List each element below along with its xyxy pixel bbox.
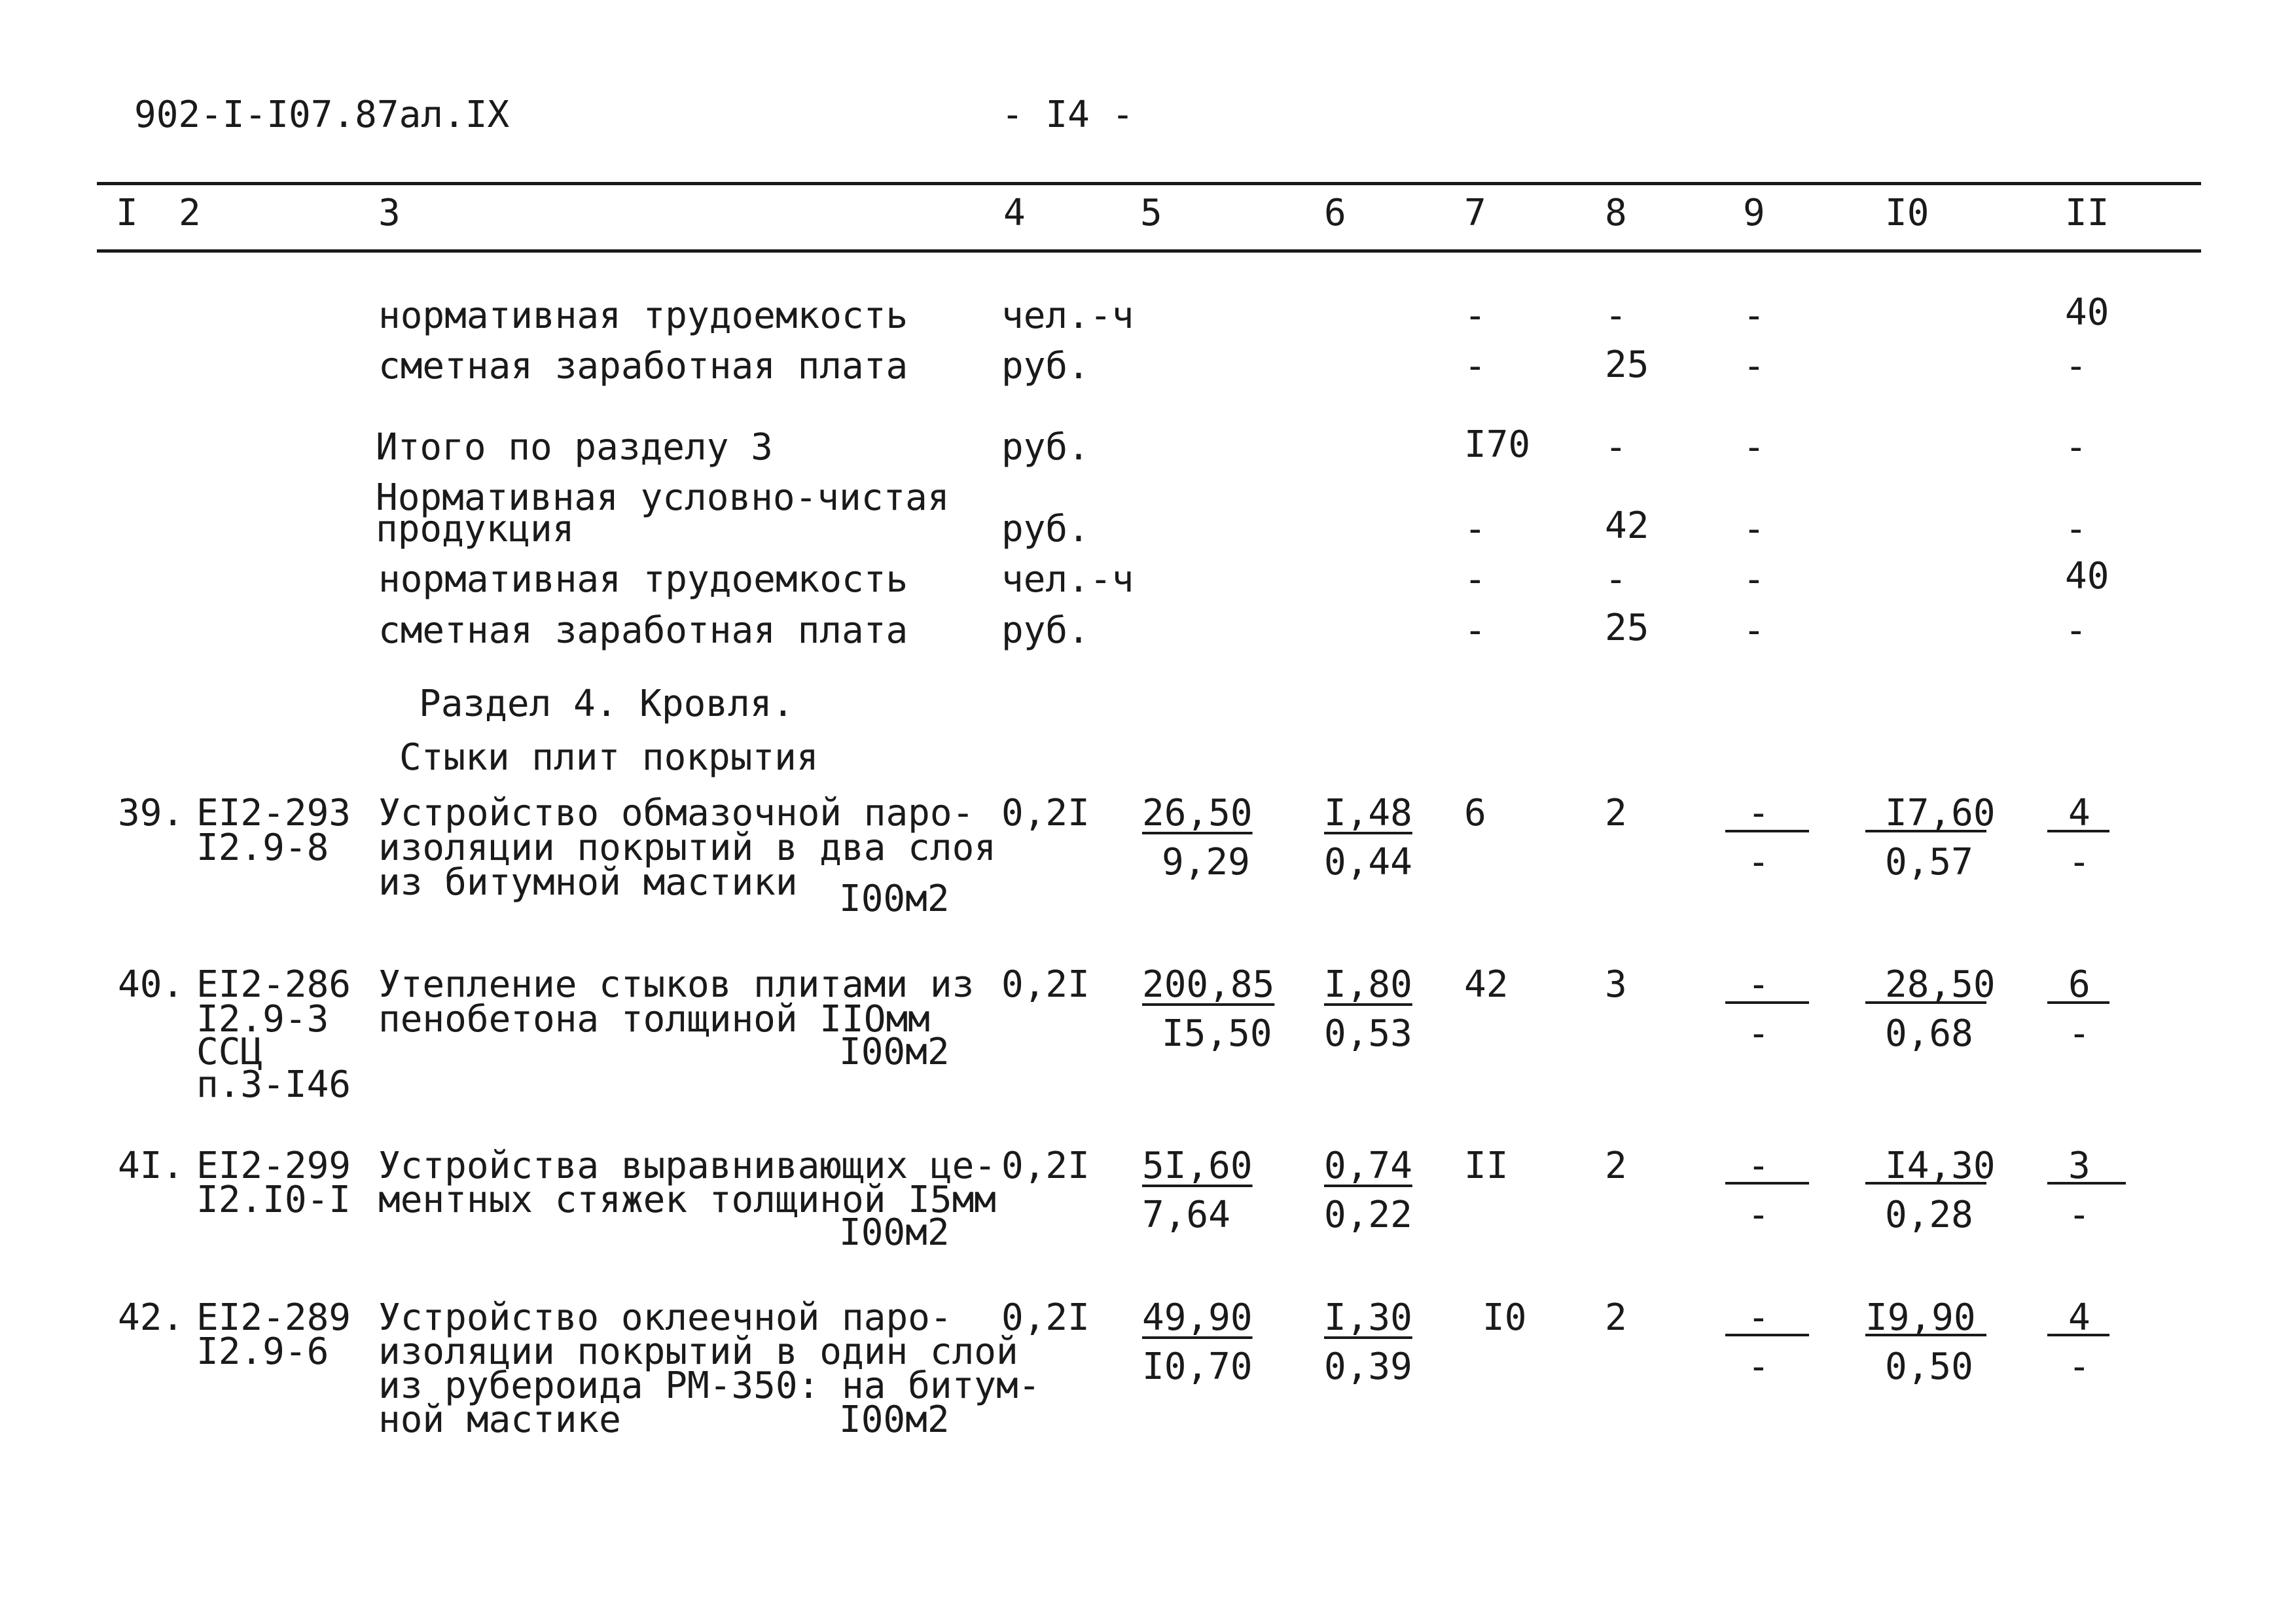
summary-name: сметная заработная плата xyxy=(378,609,908,652)
summary-col11: - xyxy=(2065,609,2087,652)
item-code: I2.9-6 xyxy=(196,1330,329,1373)
col-header: 2 xyxy=(179,192,201,234)
item-col9-bottom: - xyxy=(1748,841,1770,883)
item-code: п.3-I46 xyxy=(196,1063,351,1106)
item-col10-top: I7,60 xyxy=(1885,792,1996,834)
summary-unit: чел.-ч xyxy=(1001,294,1134,337)
summary-unit: руб. xyxy=(1001,609,1090,652)
item-desc: изоляции покрытий в два слоя xyxy=(378,827,997,869)
summary-col7: I70 xyxy=(1464,423,1531,466)
item-col11-top: 3 xyxy=(2068,1145,2090,1187)
item-col11-bottom: - xyxy=(2068,841,2090,883)
item-desc: ной мастике xyxy=(378,1399,621,1441)
item-col6-top: I,80 xyxy=(1324,963,1412,1006)
item-col11-bottom: - xyxy=(2068,1194,2090,1236)
summary-col9: - xyxy=(1743,294,1765,337)
summary-col8: - xyxy=(1605,558,1627,601)
summary-col11: - xyxy=(2065,426,2087,469)
item-col6-bottom: 0,22 xyxy=(1324,1194,1412,1236)
item-col7: 42 xyxy=(1464,963,1509,1006)
summary-col11: - xyxy=(2065,508,2087,550)
item-col9-top: - xyxy=(1748,792,1770,834)
item-col6-top: 0,74 xyxy=(1324,1145,1412,1187)
item-code: I2.I0-I xyxy=(196,1179,351,1221)
item-col10-bottom: 0,50 xyxy=(1885,1346,1973,1388)
item-col8: 2 xyxy=(1605,1145,1627,1187)
col-header: 5 xyxy=(1140,192,1162,234)
summary-name: Итого по разделу 3 xyxy=(376,426,773,469)
summary-col7: - xyxy=(1464,609,1486,652)
item-col11-top: 6 xyxy=(2068,963,2090,1006)
col-header: 6 xyxy=(1324,192,1346,234)
section-title: Раздел 4. Кровля. xyxy=(419,683,795,725)
item-qty: 0,2I xyxy=(1001,792,1090,834)
item-desc: пенобетона толщиной IIOмм xyxy=(378,998,930,1041)
item-col7: II xyxy=(1464,1145,1509,1187)
item-col6-bottom: 0,53 xyxy=(1324,1012,1412,1055)
summary-col8: 25 xyxy=(1605,344,1649,386)
col-header: I0 xyxy=(1885,192,1929,234)
summary-col7: - xyxy=(1464,345,1486,387)
col-header: II xyxy=(2065,192,2109,234)
item-number: 4I. xyxy=(118,1145,185,1187)
summary-col7: - xyxy=(1464,508,1486,550)
summary-col9: - xyxy=(1743,345,1765,387)
item-col5-top: 49,90 xyxy=(1142,1296,1253,1339)
item-qty: 0,2I xyxy=(1001,1296,1090,1339)
item-col11-top: 4 xyxy=(2068,1296,2090,1339)
item-code: I2.9-8 xyxy=(196,827,329,869)
item-col10-top: I9,90 xyxy=(1865,1296,1976,1339)
item-desc: Утепление стыков плитами из xyxy=(378,963,975,1006)
summary-unit: руб. xyxy=(1001,426,1090,469)
section-subtitle: Стыки плит покрытия xyxy=(399,736,819,779)
item-col5-top: 200,85 xyxy=(1142,963,1275,1006)
item-number: 42. xyxy=(118,1296,185,1339)
item-col7: 6 xyxy=(1464,792,1486,834)
summary-name: нормативная трудоемкость xyxy=(378,294,908,337)
item-col8: 2 xyxy=(1605,1296,1627,1339)
item-desc: из рубероида РМ-350: на битум- xyxy=(378,1364,1041,1407)
item-col8: 2 xyxy=(1605,792,1627,834)
page-number: - I4 - xyxy=(1001,94,1134,136)
item-col8: 3 xyxy=(1605,963,1627,1006)
item-col7: I0 xyxy=(1482,1296,1527,1339)
summary-col8: 42 xyxy=(1605,505,1649,547)
item-qty: 0,2I xyxy=(1001,963,1090,1006)
summary-col11: 40 xyxy=(2065,291,2109,334)
item-col5-bottom: 7,64 xyxy=(1142,1194,1230,1236)
item-qty: 0,2I xyxy=(1001,1145,1090,1187)
item-number: 39. xyxy=(118,792,185,834)
item-unit: I00м2 xyxy=(839,878,950,920)
item-unit: I00м2 xyxy=(839,1031,950,1073)
item-unit: I00м2 xyxy=(839,1399,950,1441)
summary-unit: руб. xyxy=(1001,508,1090,550)
summary-col8: 25 xyxy=(1605,607,1649,649)
item-desc: Устройство оклеечной паро- xyxy=(378,1296,952,1339)
header-top-rule xyxy=(97,182,2201,185)
item-col9-bottom: - xyxy=(1748,1194,1770,1236)
col-header: 8 xyxy=(1605,192,1627,234)
item-unit: I00м2 xyxy=(839,1211,950,1254)
item-code: EI2-293 xyxy=(196,792,351,834)
item-col9-bottom: - xyxy=(1748,1012,1770,1055)
item-code: EI2-289 xyxy=(196,1296,351,1339)
item-col5-bottom: 9,29 xyxy=(1162,841,1250,883)
item-col6-bottom: 0,39 xyxy=(1324,1346,1412,1388)
summary-col9: - xyxy=(1743,609,1765,652)
item-desc: Устройство обмазочной паро- xyxy=(378,792,975,834)
summary-unit: чел.-ч xyxy=(1001,558,1134,601)
summary-name: Нормативная условно-чистая xyxy=(376,476,950,519)
item-code: EI2-299 xyxy=(196,1145,351,1187)
summary-unit: руб. xyxy=(1001,345,1090,387)
item-col10-bottom: 0,68 xyxy=(1885,1012,1973,1055)
item-desc: Устройства выравнивающих це- xyxy=(378,1145,997,1187)
item-col10-top: I4,30 xyxy=(1885,1145,1996,1187)
item-col11-bottom: - xyxy=(2068,1346,2090,1388)
item-desc: ментных стяжек толщиной I5мм xyxy=(378,1179,997,1221)
summary-col7: - xyxy=(1464,558,1486,601)
col-header: 9 xyxy=(1743,192,1765,234)
item-col11-bottom: - xyxy=(2068,1012,2090,1055)
summary-col11: - xyxy=(2065,345,2087,387)
item-col9-top: - xyxy=(1748,963,1770,1006)
item-col10-bottom: 0,28 xyxy=(1885,1194,1973,1236)
item-col10-bottom: 0,57 xyxy=(1885,841,1973,883)
summary-name-line2: продукция xyxy=(376,508,575,550)
summary-col9: - xyxy=(1743,426,1765,469)
doc-code: 902-I-I07.87ал.IX xyxy=(134,94,510,136)
header-bottom-rule xyxy=(97,249,2201,253)
col-header: 3 xyxy=(378,192,401,234)
col-header: 4 xyxy=(1003,192,1026,234)
item-col6-top: I,48 xyxy=(1324,792,1412,834)
summary-col7: - xyxy=(1464,294,1486,337)
summary-name: сметная заработная плата xyxy=(378,345,908,387)
summary-col11: 40 xyxy=(2065,555,2109,597)
item-code: EI2-286 xyxy=(196,963,351,1006)
item-number: 40. xyxy=(118,963,185,1006)
item-col5-top: 26,50 xyxy=(1142,792,1253,834)
item-col6-bottom: 0,44 xyxy=(1324,841,1412,883)
item-col11-top: 4 xyxy=(2068,792,2090,834)
col-header: I xyxy=(116,192,138,234)
item-code: ССЦ xyxy=(196,1031,263,1073)
item-desc: из битумной мастики xyxy=(378,861,798,904)
item-code: I2.9-3 xyxy=(196,998,329,1041)
summary-col8: - xyxy=(1605,294,1627,337)
summary-col9: - xyxy=(1743,558,1765,601)
summary-name: нормативная трудоемкость xyxy=(378,558,908,601)
summary-col8: - xyxy=(1605,426,1627,469)
item-col9-bottom: - xyxy=(1748,1346,1770,1388)
item-col5-top: 5I,60 xyxy=(1142,1145,1253,1187)
item-col9-top: - xyxy=(1748,1145,1770,1187)
col-header: 7 xyxy=(1464,192,1486,234)
item-desc: изоляции покрытий в один слой xyxy=(378,1330,1018,1373)
item-col5-bottom: I5,50 xyxy=(1162,1012,1272,1055)
item-col9-top: - xyxy=(1748,1296,1770,1339)
item-col10-top: 28,50 xyxy=(1885,963,1996,1006)
item-col6-top: I,30 xyxy=(1324,1296,1412,1339)
summary-col9: - xyxy=(1743,508,1765,550)
item-col5-bottom: I0,70 xyxy=(1142,1346,1253,1388)
